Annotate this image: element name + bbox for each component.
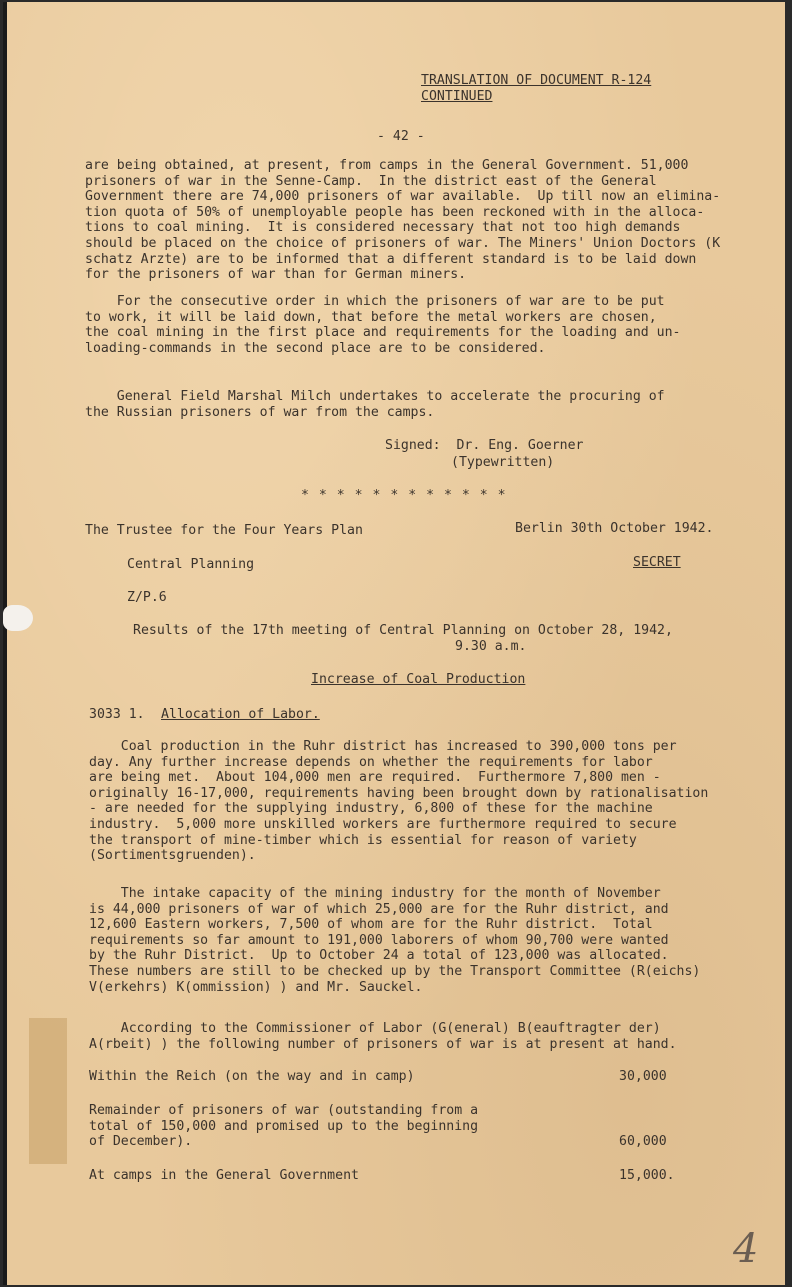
section-title: Allocation of Labor.: [161, 707, 320, 722]
text-line: A(rbeit) ) the following number of prisoners of war is at present at hand.: [89, 1036, 677, 1052]
text-line: the transport of mine-timber which is essential for reason of variety: [89, 832, 637, 848]
scan-edge: [3, 2, 7, 1285]
text-line: schatz Arzte) are to be informed that a different standard is to be laid down: [85, 251, 697, 267]
separator: * * * * * * * * * * * *: [301, 488, 507, 503]
text-line: for the prisoners of war than for German miners.: [85, 267, 467, 283]
text-line: requirements so far amount to 191,000 laborers of whom 90,700 were wanted: [89, 932, 669, 948]
paper-stain: [29, 1018, 67, 1164]
text-line: tions to coal mining. It is considered necessary that not too high demands: [85, 220, 681, 236]
text-line: V(erkehrs) K(ommission) ) and Mr. Sauckel.: [89, 979, 423, 995]
text-line: For the consecutive order in which the prisoners of war are to be put: [85, 294, 665, 309]
text-line: the coal mining in the first place and requirements for the loading and un-: [85, 325, 681, 341]
text-line: prisoners of war in the Senne-Camp. In the district east of the General: [85, 173, 657, 189]
table-row-value: 60,000: [619, 1134, 667, 1150]
paper-tear: [3, 605, 33, 631]
header-continued: CONTINUED: [421, 89, 493, 104]
text-line: 12,600 Eastern workers, 7,500 of whom are for the Ruhr district. Total: [89, 917, 653, 933]
memo-results-line2: 9.30 a.m.: [455, 639, 527, 654]
memo-results-line1: Results of the 17th meeting of Central Planning on October 28, 1942,: [133, 623, 673, 638]
header-title: TRANSLATION OF DOCUMENT R-124: [421, 73, 652, 88]
text-line: to work, it will be laid down, that before the metal workers are chosen,: [85, 309, 657, 325]
table-row-label: total of 150,000 and promised up to the beginning: [89, 1118, 479, 1134]
text-line: are being obtained, at present, from camps in the General Government. 51,000: [85, 158, 689, 173]
text-line: originally 16-17,000, requirements having been brought down by rationalisation: [89, 785, 709, 801]
memo-place-date: Berlin 30th October 1942.: [515, 521, 714, 536]
text-line: Coal production in the Ruhr district has increased to 390,000 tons per: [89, 739, 677, 754]
signature-line: Signed: Dr. Eng. Goerner: [385, 438, 584, 453]
text-line: is 44,000 prisoners of war of which 25,000 are for the Ruhr district, and: [89, 901, 669, 917]
text-line: According to the Commissioner of Labor (G(eneral) B(eauftragter der): [89, 1021, 661, 1036]
text-line: General Field Marshal Milch undertakes to accelerate the procuring of: [85, 389, 665, 404]
signature-note: (Typewritten): [451, 455, 555, 470]
text-line: should be placed on the choice of prisoners of war. The Miners' Union Doctors (K: [85, 236, 721, 251]
text-line: are being met. About 104,000 men are required. Furthermore 7,800 men -: [89, 770, 661, 786]
section-number: 3033 1.: [89, 707, 145, 722]
page-number: - 42 -: [377, 129, 425, 144]
memo-from: The Trustee for the Four Years Plan: [85, 523, 363, 538]
text-line: tion quota of 50% of unemployable people has been reckoned with in the alloca-: [85, 204, 705, 220]
text-line: Government there are 74,000 prisoners of war available. Up till now an elimina-: [85, 189, 721, 205]
table-row-label: Remainder of prisoners of war (outstanding from a: [89, 1103, 479, 1118]
text-line: industry. 5,000 more unskilled workers are furthermore required to secure: [89, 817, 677, 832]
text-line: - are needed for the supplying industry, 6,800 of these for the machine: [89, 801, 653, 817]
text-line: These numbers are still to be checked up by the Transport Committee (R(eichs): [89, 964, 701, 979]
text-line: the Russian prisoners of war from the camps.: [85, 404, 435, 420]
memo-subject: Increase of Coal Production: [311, 672, 526, 687]
table-row-label: At camps in the General Government: [89, 1168, 359, 1183]
handwritten-page-mark: 4: [733, 1226, 759, 1272]
document-page: [3, 2, 785, 1285]
memo-department: Central Planning: [127, 557, 255, 572]
memo-reference: Z/P.6: [127, 590, 167, 605]
text-line: by the Ruhr District. Up to October 24 a total of 123,000 was allocated.: [89, 948, 669, 964]
text-line: day. Any further increase depends on whether the requirements for labor: [89, 754, 653, 770]
memo-classification: SECRET: [633, 555, 681, 570]
table-row-value: 15,000.: [619, 1168, 675, 1183]
table-row-value: 30,000: [619, 1069, 667, 1084]
table-row-label: of December).: [89, 1134, 193, 1150]
text-line: loading-commands in the second place are to be considered.: [85, 340, 546, 356]
text-line: The intake capacity of the mining industry for the month of November: [89, 886, 661, 901]
table-row-label: Within the Reich (on the way and in camp): [89, 1069, 415, 1084]
text-line: (Sortimentsgruenden).: [89, 848, 256, 864]
